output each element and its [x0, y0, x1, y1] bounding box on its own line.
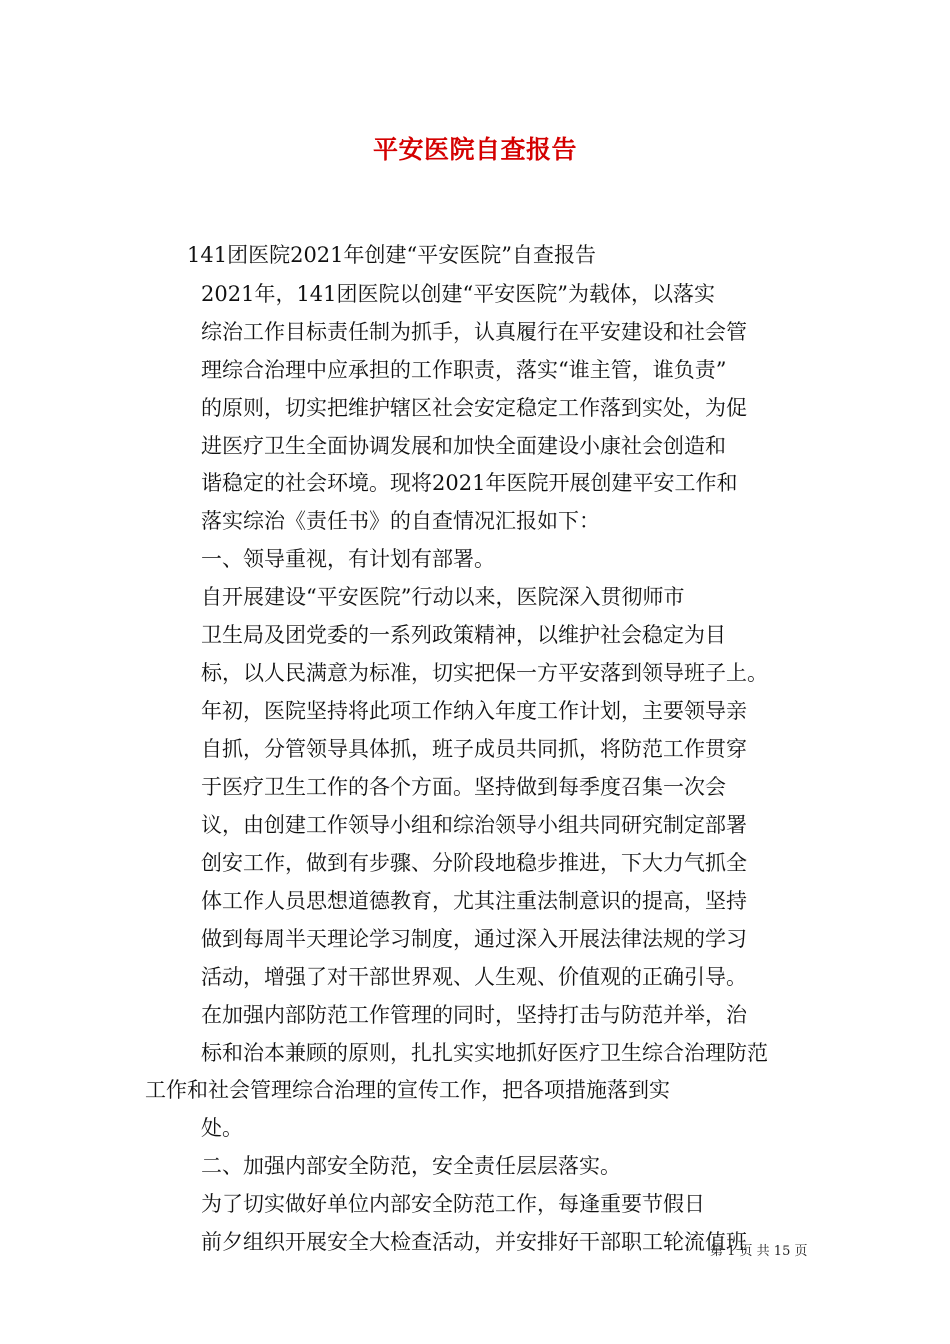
paragraph-line: 落实综治《责任书》的自查情况汇报如下：: [201, 509, 600, 533]
paragraph-line: 的原则，切实把维护辖区社会安定稳定工作落到实处，为促: [201, 396, 747, 420]
page-indicator: 第 1 页 共 15 页: [710, 1244, 808, 1259]
paragraph-line: 在加强内部防范工作管理的同时，坚持打击与防范并举，治: [201, 1003, 747, 1027]
paragraph-line: 综治工作目标责任制为抓手，认真履行在平安建设和社会管: [201, 320, 747, 344]
paragraph-line: 谐稳定的社会环境。现将2021年医院开展创建平安工作和: [201, 471, 738, 495]
paragraph-line: 自开展建设“平安医院”行动以来，医院深入贯彻师市: [201, 585, 685, 609]
paragraph-line: 进医疗卫生全面协调发展和加快全面建设小康社会创造和: [201, 434, 726, 458]
paragraph-line: 前夕组织开展安全大检查活动，并安排好干部职工轮流值班: [201, 1230, 747, 1254]
paragraph-line: 于医疗卫生工作的各个方面。坚持做到每季度召集一次会: [201, 775, 726, 799]
paragraph-line: 自抓，分管领导具体抓，班子成员共同抓，将防范工作贯穿: [201, 737, 747, 761]
paragraph-line: 理综合治理中应承担的工作职责，落实“谁主管，谁负责”: [201, 358, 727, 382]
paragraph-line: 处。: [201, 1116, 243, 1140]
paragraph-line: 体工作人员思想道德教育，尤其注重法制意识的提高，坚持: [201, 889, 747, 913]
document-title: 平安医院自查报告: [372, 135, 577, 164]
paragraph-line: 工作和社会管理综合治理的宣传工作，把各项措施落到实: [145, 1078, 670, 1102]
paragraph-line: 做到每周半天理论学习制度，通过深入开展法律法规的学习: [201, 927, 747, 951]
paragraph-line: 标和治本兼顾的原则，扎扎实实地抓好医疗卫生综合治理防范: [201, 1041, 768, 1065]
paragraph-line: 创安工作，做到有步骤、分阶段地稳步推进，下大力气抓全: [201, 851, 747, 875]
paragraph-line: 年初，医院坚持将此项工作纳入年度工作计划，主要领导亲: [201, 699, 747, 723]
section-heading: 二、加强内部安全防范，安全责任层层落实。: [201, 1154, 621, 1178]
paragraph-line: 卫生局及团党委的一系列政策精神，以维护社会稳定为目: [201, 623, 726, 647]
paragraph-line: 活动，增强了对干部世界观、人生观、价值观的正确引导。: [201, 965, 747, 989]
paragraph-line: 2021年，141团医院以创建“平安医院”为载体，以落实: [201, 282, 715, 306]
paragraph-line: 标，以人民满意为标准，切实把保一方平安落到领导班子上。: [201, 661, 768, 685]
paragraph-line: 为了切实做好单位内部安全防范工作，每逢重要节假日: [201, 1192, 705, 1216]
paragraph-line: 议，由创建工作领导小组和综治领导小组共同研究制定部署: [201, 813, 747, 837]
report-subtitle: 141团医院2021年创建“平安医院”自查报告: [187, 243, 596, 267]
section-heading: 一、领导重视，有计划有部署。: [201, 547, 495, 571]
